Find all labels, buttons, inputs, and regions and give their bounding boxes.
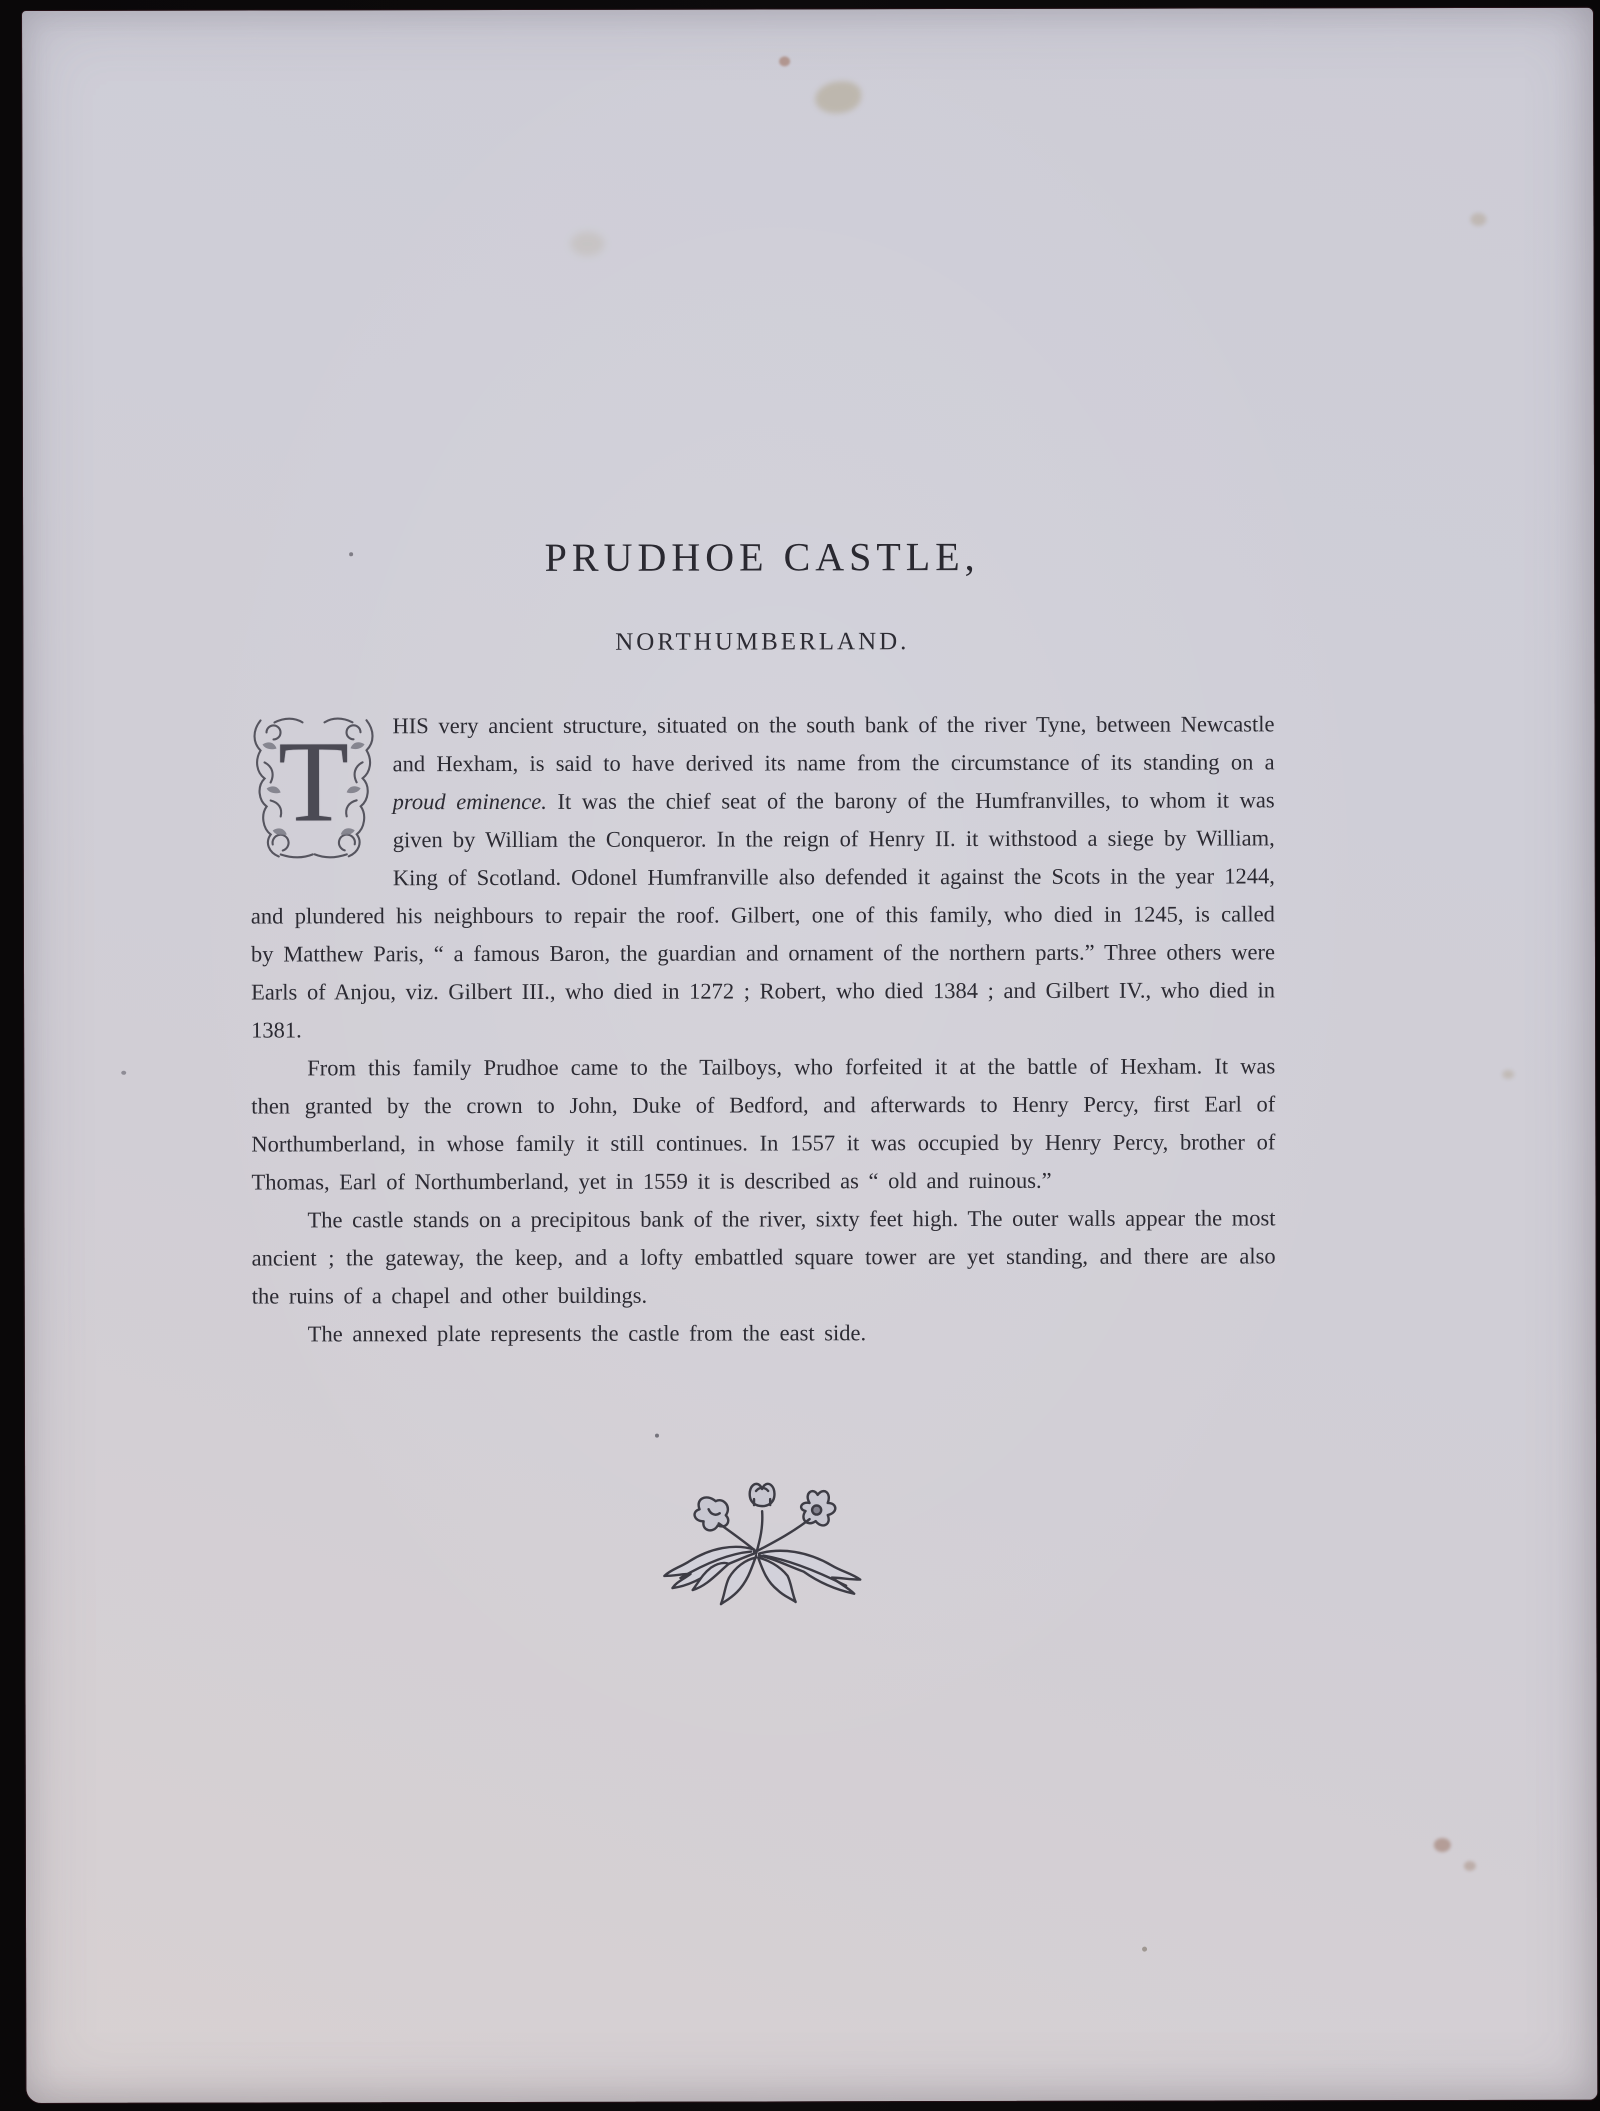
paragraph-2: From this family Prudhoe came to the Tailboys, who forfeited it at the battle of Hexham. It was then granted by the crown to John, Duke of Bedford, and afterwards to Henry Percy, first Earl of Northumberland, in whose family it still continues. In 1557 it was occupied by Henry Percy, brother of Thomas, Earl of Northumberland, yet in 1559 it is described as “ old and ruinous.” bbox=[251, 1053, 1276, 1195]
paper-speck bbox=[1142, 1947, 1147, 1952]
paragraph-1-italic: proud eminence. bbox=[392, 788, 547, 815]
foxing-spot bbox=[1502, 1070, 1514, 1079]
paragraph-1-text-cont: It was the chief seat of the barony of the Humfranvilles, to whom it was given by William the Conqueror. In the reign of Henry II. it withstood a siege by William, King of Scotland. Odonel Humfranville also defended it against the Scots in the year 1244, and plundered his neighbours to repair the roof. Gilbert, one of this family, who died in 1245, is called by Matthew Paris, “ a famous Baron, the guardian and ornament of the northern parts.” Three others were Earls of Anjou, viz. Gilbert III., who died in 1272 ; Robert, who died 1384 ; and Gilbert IV., who died in 1381. bbox=[250, 787, 1276, 1043]
page-content bbox=[249, 8, 1276, 1609]
paper-page bbox=[21, 7, 1598, 2104]
paragraph-1-text: HIS very ancient structure, situated on the south bank of the river Tyne, between Newcastle and Hexham, is said to have derived its name from the circumstance of its standing on a bbox=[392, 711, 1275, 777]
page-subtitle: NORTHUMBERLAND. bbox=[615, 628, 910, 656]
foxing-spot bbox=[1434, 1838, 1451, 1852]
paragraph-3: The castle stands on a precipitous bank of the river, sixty feet high. The outer walls appear the most ancient ; the gateway, the keep, and a lofty embattled square tower are yet standing, and there are also the ruins of a chapel and other buildings. bbox=[251, 1205, 1276, 1309]
drop-cap bbox=[250, 712, 376, 860]
paper-speck bbox=[121, 1071, 126, 1075]
paragraph-4: The annexed plate represents the castle from the east side. bbox=[307, 1320, 867, 1347]
paragraph-1 bbox=[250, 705, 1275, 1049]
floral-vignette-icon bbox=[658, 1476, 870, 1608]
foxing-spot bbox=[1464, 1861, 1476, 1871]
foxing-spot bbox=[1470, 213, 1486, 226]
drop-cap-letter: T bbox=[278, 717, 350, 847]
page-title: PRUDHOE CASTLE, bbox=[544, 533, 980, 580]
body-text bbox=[250, 705, 1275, 1353]
